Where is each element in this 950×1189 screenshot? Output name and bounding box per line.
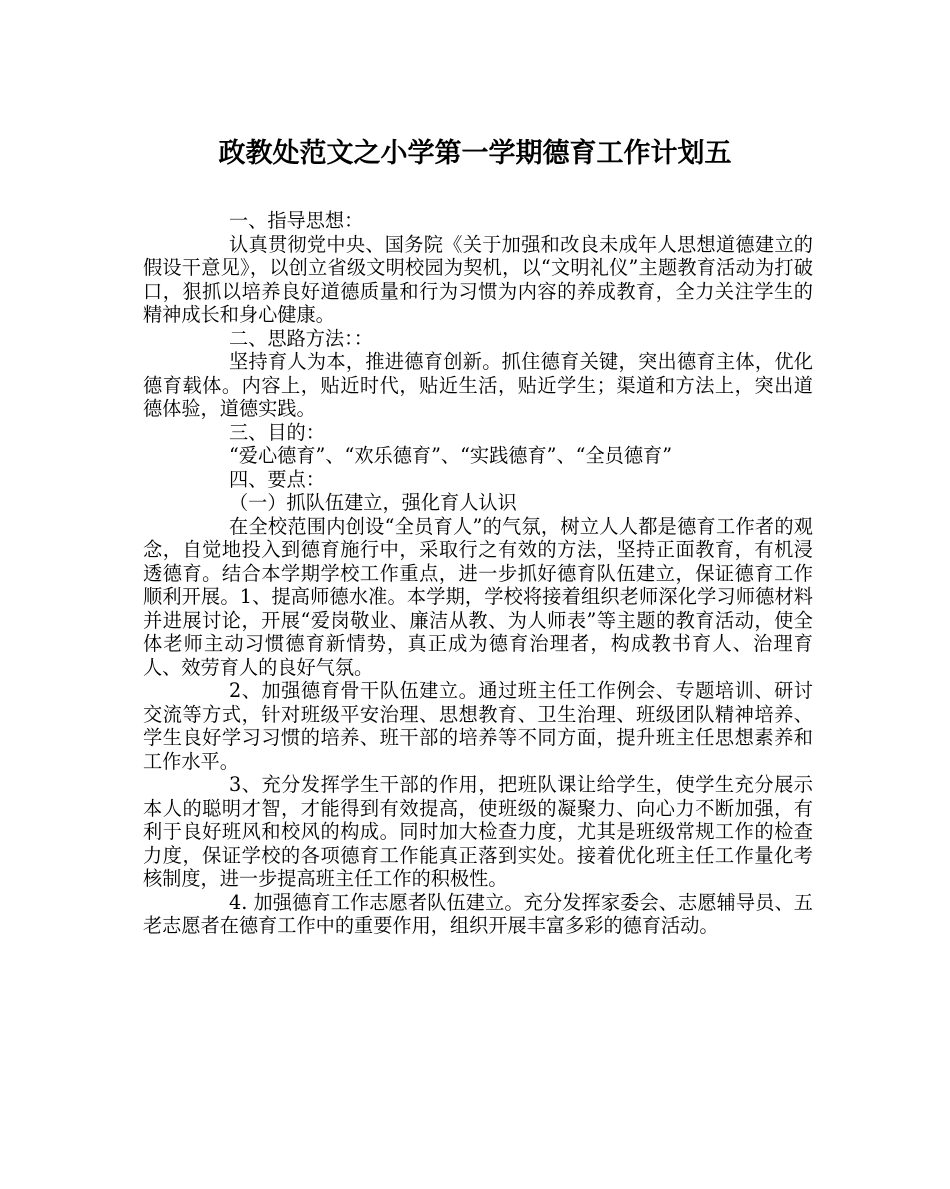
paragraph-goals: “爱心德育”、“欢乐德育”、“实践德育”、“全员德育”: [229, 444, 673, 467]
paragraph-guiding-ideology: 认真贯彻党中央、国务院《关于加强和改良未成年人思想道德建立的假设干意见》，以创立省级文明校园为契机，以“文明礼仪”主题教育活动为打破口，狠抓以培养良好道德质量和行为习惯为内容的养成教育，全力关注学生的精神成长和身心健康。: [143, 232, 813, 326]
heading-guiding-ideology: 一、指导思想：: [229, 209, 364, 232]
subheading-team-building: （一）抓队伍建立，强化育人认识: [229, 491, 517, 514]
heading-approach: 二、思路方法：：: [229, 326, 373, 350]
heading-goals: 三、目的：: [229, 420, 325, 444]
paragraph-approach: 坚持育人为本，推进德育创新。抓住德育关键，突出德育主体，优化德育载体。内容上，贴近时代，贴近生活，贴近学生；渠道和方法上，突出道德体验，道德实践。: [143, 350, 813, 420]
paragraph-volunteers: 4. 加强德育工作志愿者队伍建立。充分发挥家委会、志愿辅导员、五老志愿者在德育工作中的重要作用，组织开展丰富多彩的德育活动。: [143, 890, 813, 937]
paragraph-student-leaders: 3、充分发挥学生干部的作用，把班队课让给学生，使学生充分展示本人的聪明才智，才能得到有效提高，使班级的凝聚力、向心力不断加强，有利于良好班风和校风的构成。同时加大检查力度，尤其是班级常规工作的检查力度，保证学校的各项德育工作能真正落到实处。接着优化班主任工作量化考核制度，进一步提高班主任工作的积极性。: [143, 773, 813, 890]
document-title: 政教处范文之小学第一学期德育工作计划五: [218, 138, 732, 169]
paragraph-team-building: 在全校范围内创设“全员育人”的气氛，树立人人都是德育工作者的观念，自觉地投入到德育施行中，采取行之有效的方法，坚持正面教育，有机浸透德育。结合本学期学校工作重点，进一步抓好德育队伍建立，保证德育工作顺利开展。1、提高师德水准。本学期，学校将接着组织老师深化学习师德材料并进展讨论，开展“爱岗敬业、廉洁从教、为人师表”等主题的教育活动，使全体老师主动习惯德育新情势，真正成为德育治理者，构成教书育人、治理育人、效劳育人的良好气氛。: [143, 514, 813, 679]
heading-key-points: 四、要点：: [229, 467, 325, 491]
paragraph-backbone-team: 2、加强德育骨干队伍建立。通过班主任工作例会、专题培训、研讨交流等方式，针对班级平安治理、思想教育、卫生治理、班级团队精神培养、学生良好学习习惯的培养、班干部的培养等不同方面，提升班主任思想素养和工作水平。: [143, 679, 813, 773]
document-body: [143, 209, 813, 938]
